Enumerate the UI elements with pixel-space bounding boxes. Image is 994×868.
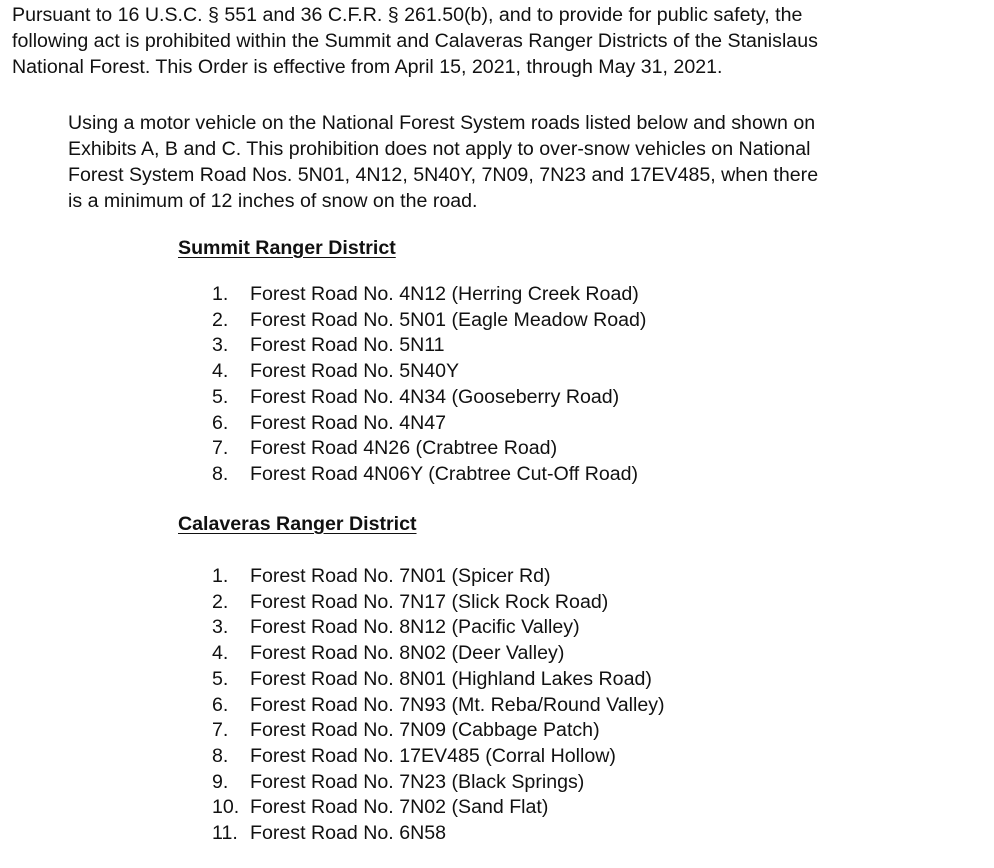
road-name: Forest Road No. 5N01 (Eagle Meadow Road) xyxy=(250,308,647,331)
list-item xyxy=(212,667,665,693)
list-item xyxy=(212,641,665,667)
list-number: 4. xyxy=(212,642,229,665)
calaveras-district-heading: Calaveras Ranger District xyxy=(178,513,417,535)
road-name: Forest Road 4N06Y (Crabtree Cut-Off Road) xyxy=(250,462,639,485)
list-number: 9. xyxy=(212,770,229,793)
intro-line: following act is prohibited within the Summit and Calaveras Ranger Districts of the Stanislaus xyxy=(12,30,818,52)
list-item xyxy=(212,770,665,796)
list-number: 3. xyxy=(212,334,229,357)
list-item xyxy=(212,693,665,719)
road-name: Forest Road No. 7N09 (Cabbage Patch) xyxy=(250,719,600,742)
list-number: 10. xyxy=(212,796,240,819)
list-number: 8. xyxy=(212,744,229,767)
road-name: Forest Road 4N26 (Crabtree Road) xyxy=(250,437,558,460)
list-item xyxy=(212,795,665,821)
list-number: 1. xyxy=(212,283,229,305)
list-number: 6. xyxy=(212,411,229,434)
list-item xyxy=(212,718,665,744)
list-item xyxy=(212,462,646,488)
road-name: Forest Road No. 7N23 (Black Springs) xyxy=(250,770,585,793)
prohibition-line: Using a motor vehicle on the National Forest System roads listed below and shown on xyxy=(68,112,816,134)
list-number: 4. xyxy=(212,360,229,383)
summit-district-heading: Summit Ranger District xyxy=(178,237,396,259)
list-number: 1. xyxy=(212,565,229,587)
road-name: Forest Road No. 8N02 (Deer Valley) xyxy=(250,642,565,665)
list-number: 6. xyxy=(212,693,229,716)
list-number: 8. xyxy=(212,462,229,485)
list-number: 5. xyxy=(212,385,229,408)
list-item xyxy=(212,436,646,462)
road-name: Forest Road No. 7N01 (Spicer Rd) xyxy=(250,565,551,587)
list-number: 7. xyxy=(212,437,229,460)
prohibition-line: is a minimum of 12 inches of snow on the road. xyxy=(68,190,478,212)
list-item xyxy=(212,744,665,770)
intro-line: National Forest. This Order is effective from April 15, 2021, through May 31, 2021. xyxy=(12,56,723,78)
list-item xyxy=(212,564,665,590)
road-name: Forest Road No. 6N58 xyxy=(250,822,447,845)
road-name: Forest Road No. 8N01 (Highland Lakes Road) xyxy=(250,667,652,690)
calaveras-road-list xyxy=(212,564,665,847)
list-number: 2. xyxy=(212,308,229,331)
intro-paragraph xyxy=(12,2,987,80)
prohibition-line: Forest System Road Nos. 5N01, 4N12, 5N40Y, 7N09, 7N23 and 17EV485, when there xyxy=(68,164,819,186)
list-item xyxy=(212,282,646,308)
list-item xyxy=(212,359,646,385)
list-number: 5. xyxy=(212,667,229,690)
road-name: Forest Road No. 4N47 xyxy=(250,411,447,434)
list-number: 7. xyxy=(212,719,229,742)
list-number: 3. xyxy=(212,616,229,639)
prohibition-paragraph xyxy=(68,110,978,214)
summit-road-list xyxy=(212,282,646,488)
road-name: Forest Road No. 7N93 (Mt. Reba/Round Valley) xyxy=(250,693,665,716)
list-item xyxy=(212,821,665,847)
road-name: Forest Road No. 8N12 (Pacific Valley) xyxy=(250,616,580,639)
list-number: 11. xyxy=(212,822,238,845)
list-item xyxy=(212,590,665,616)
list-item xyxy=(212,385,646,411)
list-item xyxy=(212,615,665,641)
list-item xyxy=(212,333,646,359)
list-number: 2. xyxy=(212,590,229,613)
road-name: Forest Road No. 4N12 (Herring Creek Road) xyxy=(250,283,639,305)
road-name: Forest Road No. 4N34 (Gooseberry Road) xyxy=(250,385,620,408)
road-name: Forest Road No. 7N02 (Sand Flat) xyxy=(250,796,549,819)
road-name: Forest Road No. 5N11 xyxy=(250,334,445,357)
road-name: Forest Road No. 17EV485 (Corral Hollow) xyxy=(250,744,616,767)
list-item xyxy=(212,411,646,437)
prohibition-line: Exhibits A, B and C. This prohibition does not apply to over-snow vehicles on National xyxy=(68,138,811,160)
road-name: Forest Road No. 5N40Y xyxy=(250,360,460,383)
list-item xyxy=(212,308,646,334)
road-name: Forest Road No. 7N17 (Slick Rock Road) xyxy=(250,590,609,613)
intro-line: Pursuant to 16 U.S.C. § 551 and 36 C.F.R. § 261.50(b), and to provide for public safety, the xyxy=(12,4,803,26)
